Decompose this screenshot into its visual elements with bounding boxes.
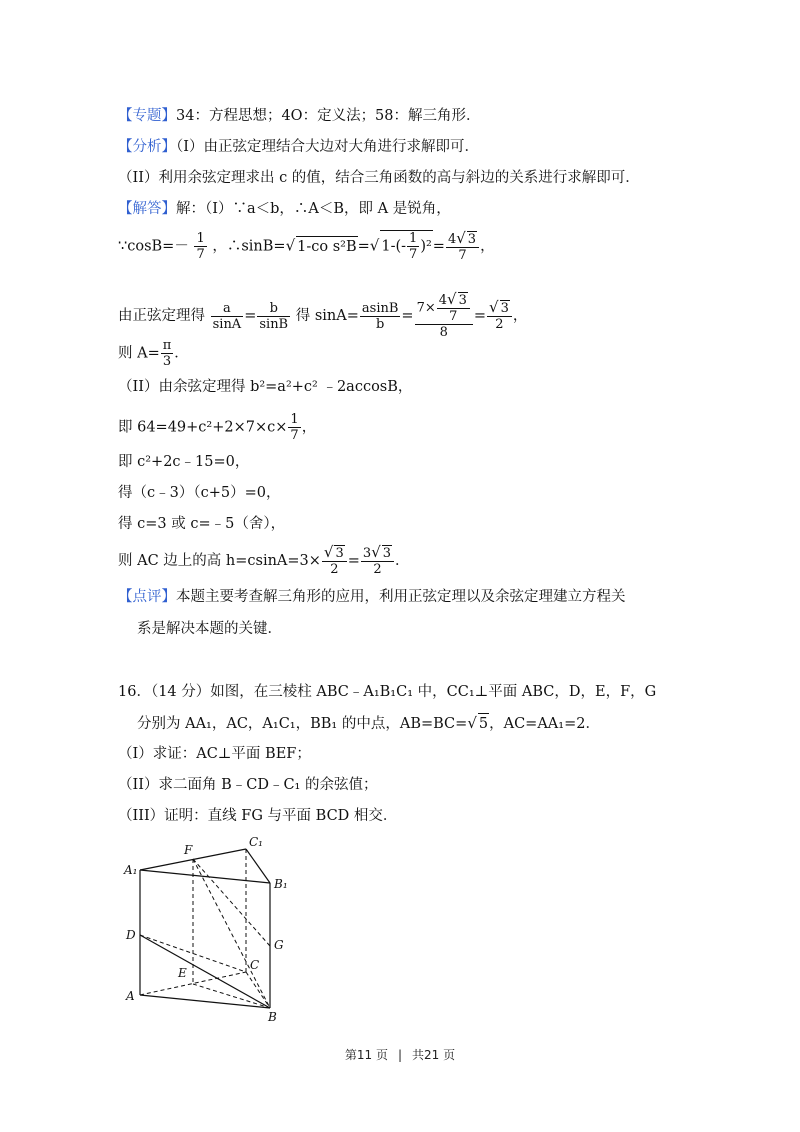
edge-AC — [140, 972, 246, 995]
page-footer — [0, 1046, 800, 1063]
label-F: F — [184, 843, 193, 857]
question-16-part-ii: （II）求二面角 B﹣CD﹣C₁ 的余弦值； — [118, 777, 378, 793]
analysis-text-1: （I）由正弦定理结合大边对大角进行求解即可． — [176, 139, 479, 155]
question-16-line-1: 16．（14 分）如图，在三棱柱 ABC﹣A₁B₁C₁ 中，CC₁⊥平面 ABC，D，E，F，G — [118, 684, 657, 700]
topic-text: 34：方程思想；4O：定义法；58：解三角形． — [176, 108, 481, 124]
edge-FG — [193, 859, 270, 946]
label-A1: A₁ — [124, 863, 138, 877]
solution-tag: 【解答】 — [118, 201, 176, 217]
sqrt-icon: √ — [371, 543, 381, 561]
comment-tag: 【点评】 — [118, 589, 176, 605]
factor-line: 得（c﹣3）（c+5）=0， — [118, 485, 281, 501]
analysis-line — [118, 137, 479, 157]
label-B1: B₁ — [274, 877, 288, 891]
topic-tag: 【专题】 — [118, 108, 176, 124]
topic-line — [118, 106, 481, 126]
cosB-line: ∵cosB=－ $\frac{1}{7}$ ，∴sinB=√ 1-co s²B=√ 1-(- $\frac{1}{7}$ )²= $\frac{4√ 3}{7}$ ， — [118, 228, 495, 263]
sqrt-expression-1: 1-co s²B — [296, 236, 358, 257]
label-C: C — [250, 958, 260, 972]
question-16-part-i: （I）求证：AC⊥平面 BEF； — [118, 746, 311, 762]
equation-64-line: 即 64=49+c²+2×7×c× $\frac{1}{7}$ ， — [118, 412, 317, 443]
sinB-lead: ，∴sinB= — [212, 238, 286, 255]
cosine-law-line: （II）由余弦定理得 b²=a²+c² ﹣2accosB， — [118, 379, 413, 395]
sine-law-lead: 由正弦定理得 — [118, 308, 205, 324]
label-D: D — [126, 928, 136, 942]
sinA-lead: 得 sinA= — [295, 308, 359, 324]
sqrt-icon: √ — [369, 236, 380, 255]
c-value-line: 得 c=3 或 c=﹣5（舍）， — [118, 516, 286, 532]
edge-CB — [246, 972, 270, 1008]
footer-separator: | — [397, 1048, 403, 1062]
sqrt-icon: √ — [467, 714, 477, 732]
sqrt-icon: √ — [447, 290, 457, 308]
solution-text-1: 解：（I）∵a＜b，∴A＜B，即 A 是锐角， — [176, 201, 451, 217]
label-A: A — [126, 989, 135, 1003]
cosB-lead: ∵cosB=－ — [118, 238, 189, 255]
quadratic-line: 即 c²+2c﹣15=0， — [118, 454, 250, 470]
analysis-tag: 【分析】 — [118, 139, 176, 155]
label-G: G — [274, 938, 284, 952]
sqrt-expression-2: 1-(- $\frac{1}{7}$ )² — [381, 231, 432, 262]
edge-C1B1 — [246, 849, 270, 883]
page-total: 共21 页 — [412, 1048, 456, 1062]
prism-figure — [118, 832, 308, 1022]
angle-A-line: 则 A= $\frac{\pi}{3}$ ． — [118, 338, 189, 369]
question-16-line-2: 分别为 AA₁，AC，A₁C₁，BB₁ 的中点，AB=BC=√ 5，AC=AA₁=2． — [137, 714, 600, 732]
sine-law-line: 由正弦定理得 $\frac{a}{\sin A}$ = $\frac{b}{\sin B}$ 得 sinA= $\frac{asinB}{b}$ = 7× $\frac{4√ 3}{7}$ 8 = $\frac{√ 3}{2}$ ， — [118, 290, 528, 340]
label-C1: C₁ — [249, 835, 263, 849]
sqrt-icon: √ — [323, 543, 334, 561]
fraction-1-7: $\frac{1}{7}$ — [196, 231, 205, 262]
page-number: 第11 页 — [344, 1048, 388, 1062]
sqrt-icon: √ — [285, 236, 296, 255]
fraction-4sqrt3-7: $\frac{4√ 3}{7}$ — [446, 231, 479, 263]
analysis-line-2: （II）利用余弦定理求出 c 的值，结合三角函数的高与斜边的关系进行求解即可． — [118, 170, 640, 186]
label-E: E — [178, 966, 187, 980]
solution-line — [118, 199, 451, 219]
height-line: 则 AC 边上的高 h=csinA=3× $\frac{√ 3}{2}$ = $\frac{3√ 3}{2}$ ． — [118, 543, 410, 577]
sqrt-icon: √ — [489, 298, 499, 316]
question-16-part-iii: （III）证明：直线 FG 与平面 BCD 相交． — [118, 808, 398, 824]
comment-line: 【点评】本题主要考查解三角形的应用，利用正弦定理以及余弦定理建立方程关 — [118, 589, 626, 605]
nested-fraction: 7× $\frac{4√ 3}{7}$ 8 — [415, 292, 473, 340]
comment-line-2: 系是解决本题的关键． — [137, 621, 282, 637]
sqrt-icon: √ — [456, 228, 466, 247]
label-B: B — [268, 1010, 277, 1022]
